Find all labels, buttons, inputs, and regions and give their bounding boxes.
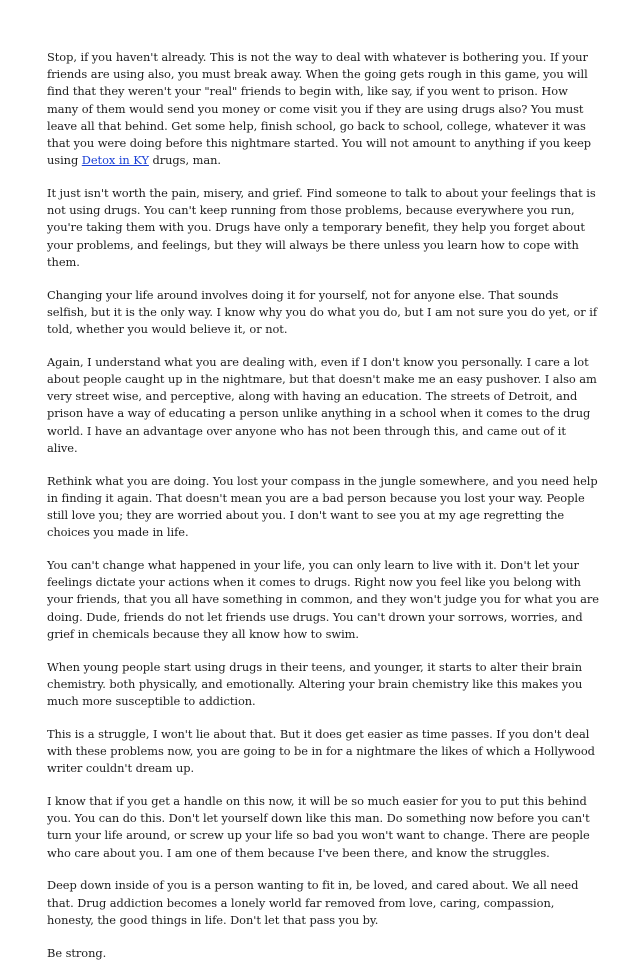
paragraph-1-text-end: drugs, man. [148,153,221,168]
paragraph-9: I know that if you get a handle on this now, it will be so much easier for you to put this behind you. You can do this. Don't let yourself down like this man. Do something now before you can't turn your life around, or screw up your life so bad you won't want to change. There are people who care about you. I am one of them because I've been there, and know the struggles. [47,794,590,860]
document-body [47,49,599,977]
paragraph-7: When young people start using drugs in their teens, and younger, it starts to alter their brain chemistry. both physically, and emotionally. Altering your brain chemistry like this makes you much more susceptible to addiction. [47,659,583,709]
paragraph-8: This is a struggle, I won't lie about that. But it does get easier as time passes. If you don't deal with these problems now, you are going to be in for a nightmare the likes of which a Hollywood writer couldn't dream up. [47,726,595,776]
paragraph-4: Again, I understand what you are dealing with, even if I don't know you personally. I care a lot about people caught up in the nightmare, but that doesn't make me an easy pushover. I also am very street wise, and perceptive, along with having an education. The streets of Detroit, and prison have a way of educating a person unlike anything in a school when it comes to the drug world. I have an advantage over anyone who has not been through this, and came out of it alive. [47,354,597,455]
paragraph-1 [47,49,599,169]
detox-link[interactable]: Detox in KY [81,153,149,168]
paragraph-5: Rethink what you are doing. You lost your compass in the jungle somewhere, and you need help in finding it again. That doesn't mean you are a bad person because you lost your way. People still love you; they are worried about you. I don't want to see you at my age regretting the choices you made in life. [47,473,598,540]
paragraph-2: It just isn't worth the pain, misery, and grief. Find someone to talk to about your feelings that is not using drugs. You can't keep running from those problems, because everywhere you run, you're taking them with you. Drugs have only a temporary benefit, they help you forget about your problems, and feelings, but they will always be there unless you learn how to cope with them. [47,186,596,269]
paragraph-11: Be strong. [47,945,107,960]
paragraph-6: You can't change what happened in your life, you can only learn to live with it. Don't let your feelings dictate your actions when it comes to drugs. Right now you feel like you belong with your friends, that you all have something in common, and they won't judge you for what you are doing. Dude, friends do not let friends use drugs. You can't drown your sorrows, worries, and grief in chemicals because they all know how to swim. [47,558,599,641]
paragraph-1-text-start: Stop, if you haven't already. This is not the way to deal with whatever is bothering you. If your friends are using also, you must break away. When the going gets rough in this game, you will find that they weren't your "real" friends to begin with, like say, if you went to prison. How many of them would send you money or come visit you if they are using drugs also? You must leave all that behind. Get some help, finish school, go back to school, college, whatever it was that you were doing before this nightmare started. You will not amount to anything if you keep using [47,50,592,168]
paragraph-10: Deep down inside of you is a person wanting to fit in, be loved, and cared about. We all need that. Drug addiction becomes a lonely world far removed from love, caring, compassion, honesty, the good things in life. Don't let that pass you by. [47,878,579,927]
paragraph-3: Changing your life around involves doing it for yourself, not for anyone else. That sounds selfish, but it is the only way. I know why you do what you do, but I am not sure you do yet, or if told, whether you would believe it, or not. [47,287,598,337]
